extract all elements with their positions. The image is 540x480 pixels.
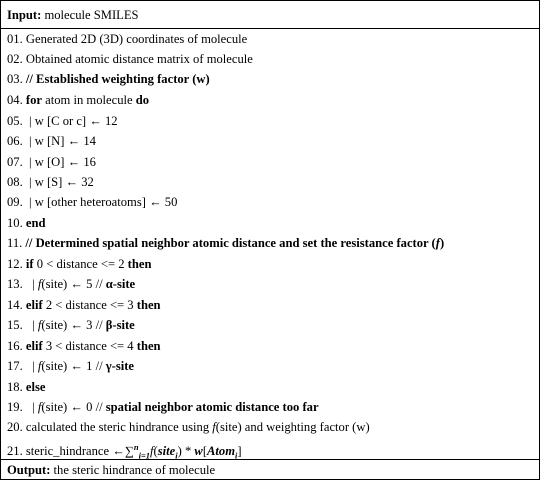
keyword: elif bbox=[25, 339, 43, 353]
line-number: 09. bbox=[7, 195, 23, 209]
keyword: then bbox=[136, 298, 161, 312]
line-text: steric_hindrance ← bbox=[22, 444, 125, 459]
function-symbol: f bbox=[37, 400, 42, 414]
line-text: Generated 2D (3D) coordinates of molecule bbox=[22, 32, 248, 46]
line-number: 15. bbox=[7, 318, 23, 332]
line-number: 12. bbox=[7, 257, 23, 271]
keyword: else bbox=[25, 380, 46, 394]
input-label: Input: bbox=[7, 8, 42, 22]
line-number: 04. bbox=[7, 93, 23, 107]
algorithm-line-08 bbox=[7, 172, 533, 192]
line-number: 18. bbox=[7, 380, 23, 394]
output-line bbox=[7, 460, 533, 480]
comment-text: α-site bbox=[105, 277, 136, 291]
keyword: for bbox=[25, 93, 42, 107]
line-number: 05. bbox=[7, 114, 23, 128]
output-text: the steric hindrance of molecule bbox=[50, 463, 216, 477]
line-number: 03. bbox=[7, 72, 23, 86]
algorithm-line-09 bbox=[7, 192, 533, 212]
output-label: Output: bbox=[7, 463, 51, 477]
line-number: 19. bbox=[7, 400, 23, 414]
function-symbol: f bbox=[435, 236, 440, 250]
line-text: (site) ← 1 // bbox=[41, 359, 106, 373]
algorithm-line-03 bbox=[7, 69, 533, 89]
algorithm-line-18 bbox=[7, 377, 533, 397]
line-text: | w [O] ← 16 bbox=[22, 155, 96, 169]
summation-lower: i=1 bbox=[138, 450, 151, 461]
comment-text: spatial neighbor atomic distance too far bbox=[105, 400, 319, 414]
line-text: 3 < distance <= 4 bbox=[42, 339, 137, 353]
algorithm-line-21 bbox=[7, 437, 533, 461]
formula-weight: w bbox=[194, 444, 203, 459]
function-symbol: f bbox=[37, 318, 42, 332]
line-text: | w [S] ← 32 bbox=[22, 175, 94, 189]
line-text: 0 < distance <= 2 bbox=[33, 257, 128, 271]
line-number: 06. bbox=[7, 134, 23, 148]
line-number: 08. bbox=[7, 175, 23, 189]
algorithm-line-19 bbox=[7, 397, 533, 417]
line-number: 17. bbox=[7, 359, 23, 373]
formula-index: i bbox=[175, 450, 178, 461]
formula-text: ( bbox=[153, 444, 158, 459]
algorithm-line-13 bbox=[7, 274, 533, 294]
algorithm-line-12 bbox=[7, 254, 533, 274]
formula-text: ] bbox=[237, 444, 242, 459]
line-text: | w [N] ← 14 bbox=[22, 134, 96, 148]
line-number: 14. bbox=[7, 298, 23, 312]
algorithm-line-11 bbox=[7, 233, 533, 253]
line-number: 13. bbox=[7, 277, 23, 291]
line-text: (site) ← 0 // bbox=[41, 400, 106, 414]
formula-text: [ bbox=[202, 444, 208, 459]
input-line bbox=[7, 5, 533, 25]
algorithm-line-01 bbox=[7, 29, 533, 49]
keyword: then bbox=[136, 339, 161, 353]
algorithm-line-04 bbox=[7, 90, 533, 110]
comment-text: // Established weighting factor (w) bbox=[22, 72, 210, 86]
comment-text: ) bbox=[439, 236, 445, 250]
line-number: 16. bbox=[7, 339, 23, 353]
function-symbol: f bbox=[150, 444, 154, 459]
input-text: molecule SMILES bbox=[41, 8, 139, 22]
line-text: atom in molecule bbox=[42, 93, 136, 107]
function-symbol: f bbox=[37, 359, 42, 373]
line-text: calculated the steric hindrance using bbox=[22, 420, 213, 434]
line-text: | w [C or c] ← 12 bbox=[22, 114, 118, 128]
line-text: | bbox=[22, 277, 38, 291]
line-number: 07. bbox=[7, 155, 23, 169]
line-number: 10. bbox=[7, 216, 23, 230]
line-number: 01. bbox=[7, 32, 23, 46]
algorithm-line-06 bbox=[7, 131, 533, 151]
algorithm-line-20 bbox=[7, 417, 533, 437]
keyword: if bbox=[25, 257, 34, 271]
line-number: 21. bbox=[7, 444, 23, 459]
algorithm-line-02 bbox=[7, 49, 533, 69]
summation-symbol: ∑ bbox=[124, 444, 134, 459]
function-symbol: f bbox=[212, 420, 216, 434]
line-text: | w [other heteroatoms] ← 50 bbox=[22, 195, 178, 209]
comment-text: // Determined spatial neighbor atomic distance and set the resistance factor ( bbox=[22, 236, 436, 250]
formula-site: site bbox=[157, 444, 176, 459]
line-text: 2 < distance <= 3 bbox=[42, 298, 137, 312]
line-text: | bbox=[22, 359, 38, 373]
line-text: (site) and weighting factor (w) bbox=[215, 420, 370, 434]
algorithm-line-14 bbox=[7, 295, 533, 315]
algorithm-line-10 bbox=[7, 213, 533, 233]
line-text: (site) ← 3 // bbox=[41, 318, 106, 332]
line-text: | bbox=[22, 400, 38, 414]
algorithm-line-07 bbox=[7, 152, 533, 172]
keyword: end bbox=[25, 216, 46, 230]
line-text: Obtained atomic distance matrix of molecule bbox=[22, 52, 253, 66]
line-number: 02. bbox=[7, 52, 23, 66]
formula-index: i bbox=[235, 450, 238, 461]
algorithm-line-16 bbox=[7, 336, 533, 356]
keyword: do bbox=[135, 93, 150, 107]
function-symbol: f bbox=[37, 277, 42, 291]
formula-atom: Atom bbox=[207, 444, 236, 459]
line-number: 11. bbox=[7, 236, 23, 250]
keyword: elif bbox=[25, 298, 43, 312]
algorithm-line-17 bbox=[7, 356, 533, 376]
keyword: then bbox=[127, 257, 152, 271]
formula-text: ) * bbox=[177, 444, 195, 459]
line-text: (site) ← 5 // bbox=[41, 277, 106, 291]
summation-upper: n bbox=[133, 442, 139, 452]
algorithm-line-05 bbox=[7, 111, 533, 131]
comment-text: γ-site bbox=[105, 359, 135, 373]
line-number: 20. bbox=[7, 420, 23, 434]
line-text: | bbox=[22, 318, 38, 332]
algorithm-line-15 bbox=[7, 315, 533, 335]
comment-text: β-site bbox=[105, 318, 135, 332]
